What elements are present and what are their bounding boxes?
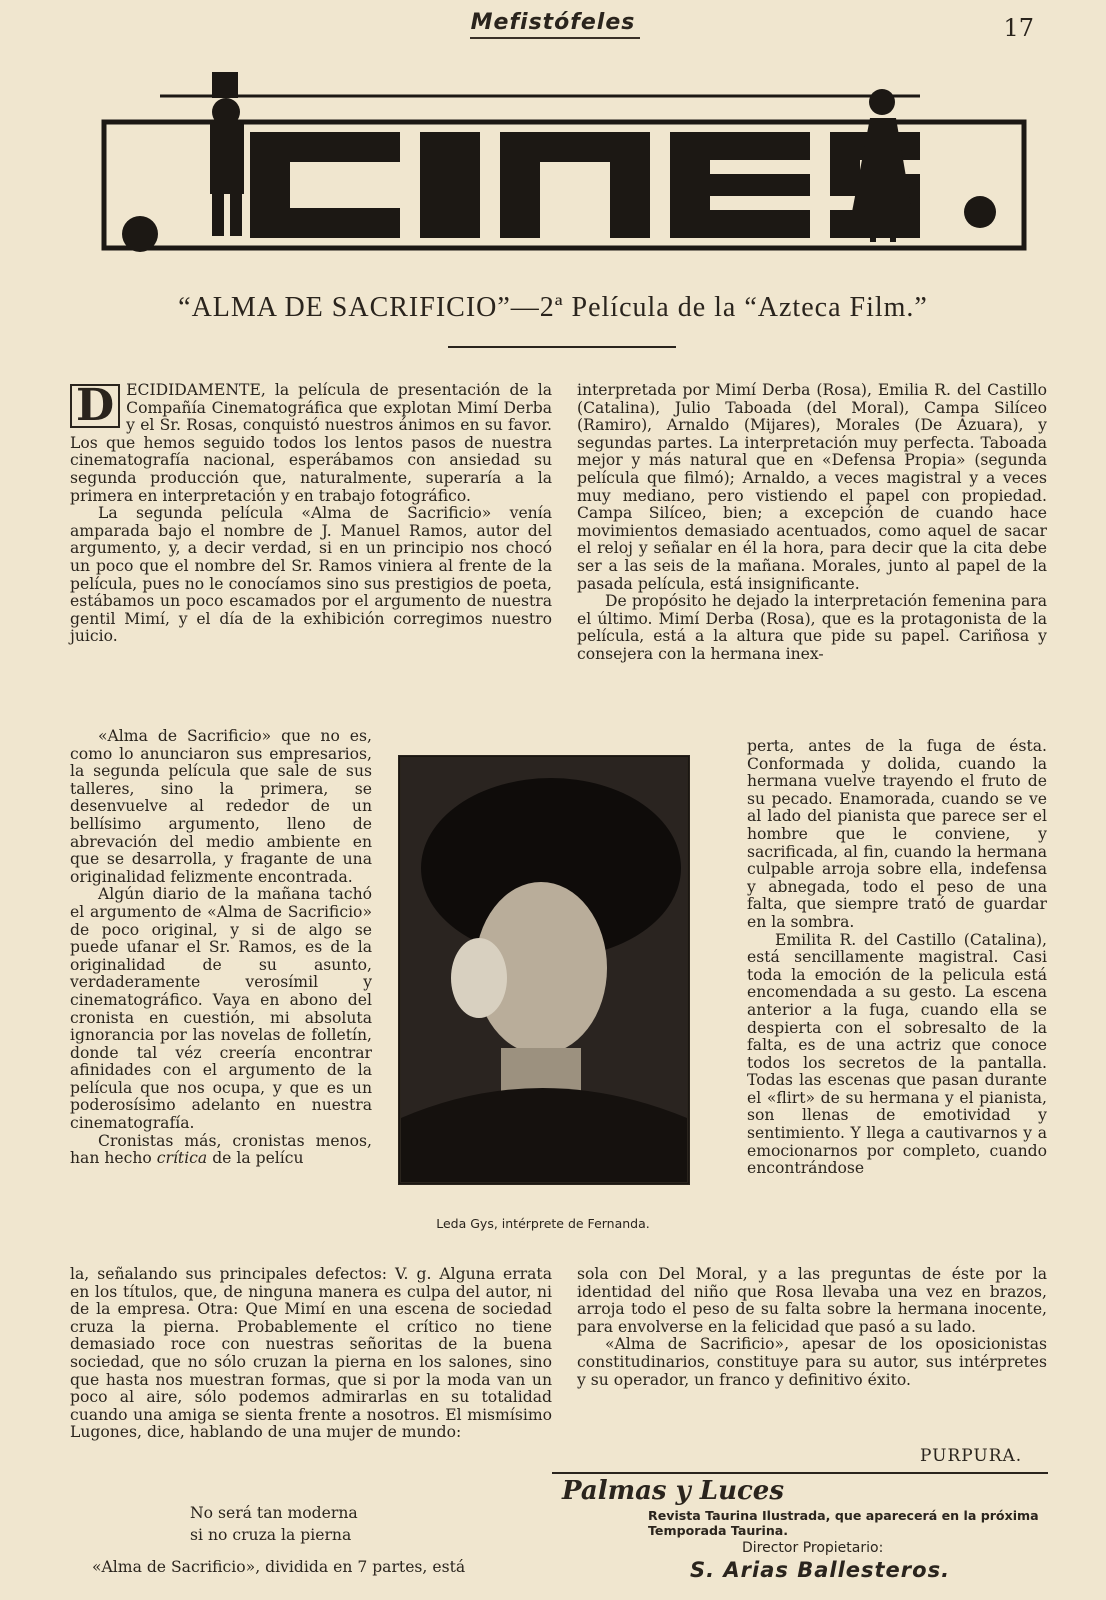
photo-caption: Leda Gys, intérprete de Fernanda. (436, 1216, 650, 1231)
paragraph: «Alma de Sacrificio» que no es, como lo anunciaron sus empresarios, la segunda película que sale de sus talleres, sino la primera, se desenvuelve al rededor de un bellísimo argumento, lleno de abrevación del medio ambiente en que se desarrolla, y fragante de una originalidad felizmente encontrada. (70, 727, 372, 886)
paragraph: «Alma de Sacrificio», apesar de los oposicionistas constitudinarios, constituye para su autor, sus intérpretes y su operador, un franco y definitivo éxito. (577, 1335, 1047, 1389)
left-column-top (70, 382, 552, 646)
page-number: 17 (1003, 14, 1034, 42)
paragraph: perta, antes de la fuga de ésta. Conformada y dolida, cuando la hermana vuelve trayendo el fruto de su pecado. Enamorada, cuando se ve al lado del pianista que parece ser el hombre que le conviene, y sacrificada, al fin, cuando la hermana culpable arroja sobre ella, indefensa y abnegada, todo el peso de una falta, que siempre trató de guardar en la sombra. (747, 737, 1047, 931)
paragraph-text: ECIDIDAMENTE, la película de presentación de la Compañía Cinematográfica que explotan Mimí Derba y el Sr. Rosas, conquistó nuestros ánimos en su favor. Los que hemos seguido todos los lentos pasos de nuestra cinematografía nacional, esperábamos con ansiedad su segunda producción que, naturalmente, superaría a la primera en interpretación y en trabajo fotográfico. (70, 381, 552, 505)
paragraph-text: Cronistas más, cronistas menos, han hecho (70, 1131, 372, 1168)
author-signature: PURPURA. (920, 1446, 1023, 1466)
verse-line: si no cruza la pierna (190, 1526, 352, 1544)
paragraph: De propósito he dejado la interpretación femenina para el último. Mimí Derba (Rosa), que es la protagonista de la película, está a la altura que pide su papel. Cariñosa y consejera con la hermana inex- (577, 592, 1047, 663)
paragraph: La segunda película «Alma de Sacrificio» venía amparada bajo el nombre de J. Manuel Ramos, autor del argumento, y, a decir verdad, si en un principio nos chocó un poco que el nombre del Sr. Ramos viniera al frente de la película, pues no le conocíamos sino sus prestigios de poeta, estábamos un poco escamados por el argumento de nuestra gentil Mimí, y el día de la exhibición corregimos nuestro juicio. (70, 504, 552, 646)
article-title: “ALMA DE SACRIFICIO”—2ª Película de la “Azteca Film.” (178, 292, 928, 323)
paragraph: sola con Del Moral, y a las preguntas de éste por la identidad del niño que Rosa llevaba una vez en brazos, arroja todo el peso de su falta sobre la hermana inocente, para envolverse en la felicidad que pasó a su lado. (577, 1265, 1047, 1336)
paragraph: Emilita R. del Castillo (Catalina), está sencillamente magistral. Casi toda la emoción de la pelicula está encomendada a su gesto. La escena anterior a la fuga, cuando ella se despierta con el sobresalto de la falta, es de una actriz que conoce todos los secretos de la pantalla. Todas las escenas que pasan durante el «flirt» de su hermana y el pianista, son llenas de emotividad y sentimiento. Y llega a cautivarnos y a emocionarnos por completo, cuando encontrándose (747, 930, 1047, 1178)
cines-banner-illustration (100, 62, 1030, 262)
right-column-narrow (747, 738, 1047, 1178)
ad-owner: S. Arias Ballesteros. (690, 1558, 951, 1582)
critica-word: crítica (156, 1149, 208, 1168)
ad-title: Palmas y Luces (562, 1476, 784, 1506)
right-column-top (577, 382, 1047, 664)
paragraph-text: de la pelícu (212, 1149, 304, 1168)
ad-description: Revista Taurina Ilustrada, que aparecerá en la próxima Temporada Taurina. (648, 1508, 1039, 1538)
paragraph: la, señalando sus principales defectos: V. g. Alguna errata en los títulos, que, de ninguna manera es culpa del autor, ni de la empresa. Otra: Que Mimí en una escena de sociedad cruza la pierna. Probablemente el crítico no tiene demasiado roce con nuestras señoritas de la buena sociedad, que no sólo cruzan la pierna en los salones, sino que hasta nos muestran formas, que si por la moda van un poco al aire, sólo podemos admirarlas en su totalidad cuando una amiga se sienta frente a nosotros. El mismísimo Lugones, dice, hablando de una mujer de mundo: (70, 1265, 552, 1442)
right-column-bottom (577, 1266, 1047, 1389)
paragraph: «Alma de Sacrificio», dividida en 7 partes, está (92, 1558, 466, 1576)
verse-quote (190, 1502, 358, 1546)
left-column-narrow (70, 728, 372, 1168)
header-rule (470, 37, 640, 39)
cines-banner (100, 62, 1030, 262)
ad-director-label: Director Propietario: (742, 1540, 884, 1556)
paragraph: Algún diario de la mañana tachó el argumento de «Alma de Sacrificio» de poco original, y si de algo se puede ufanar el Sr. Ramos, es de la originalidad de su asunto, verdaderamente verosímil y cinematográfico. Vaya en abono del cronista en cuestión, mi absoluta ignorancia por las novelas de folletín, donde tal véz creería encontrar afinidades con el argumento de la película que nos ocupa, y que es un poderosísimo adelanto en nuestra cinematografía. (70, 885, 372, 1133)
paragraph (70, 1133, 372, 1168)
verse-line: No será tan moderna (190, 1504, 358, 1522)
paragraph: interpretada por Mimí Derba (Rosa), Emilia R. del Castillo (Catalina), Julio Taboada (del Moral), Campa Silíceo (Ramiro), Arnaldo (Mijares), Morales (De Azuara), y segundas partes. La interpretación muy perfecta. Taboada mejor y más natural que en «Defensa Propia» (segunda película que filmó); Arnaldo, a veces magistral y a veces muy mediano, pero vistiendo el papel con propiedad. Campa Silíceo, bien; a excepción de cuando hace movimientos demasiado acentuados, como aquel de sacar el reloj y señalar en él la hora, para decir que la cita debe ser a las seis de la mañana. Morales, junto al papel de la pasada película, está insignificante. (577, 381, 1047, 593)
left-column-bottom (70, 1266, 552, 1442)
drop-cap: D (70, 384, 120, 428)
portrait-photo (398, 755, 690, 1185)
ad-rule (552, 1472, 1048, 1474)
magazine-name: Mefistófeles (470, 10, 636, 35)
running-head (0, 10, 1106, 40)
paragraph (70, 382, 552, 505)
title-rule (448, 346, 676, 348)
portrait-image (401, 758, 687, 1182)
